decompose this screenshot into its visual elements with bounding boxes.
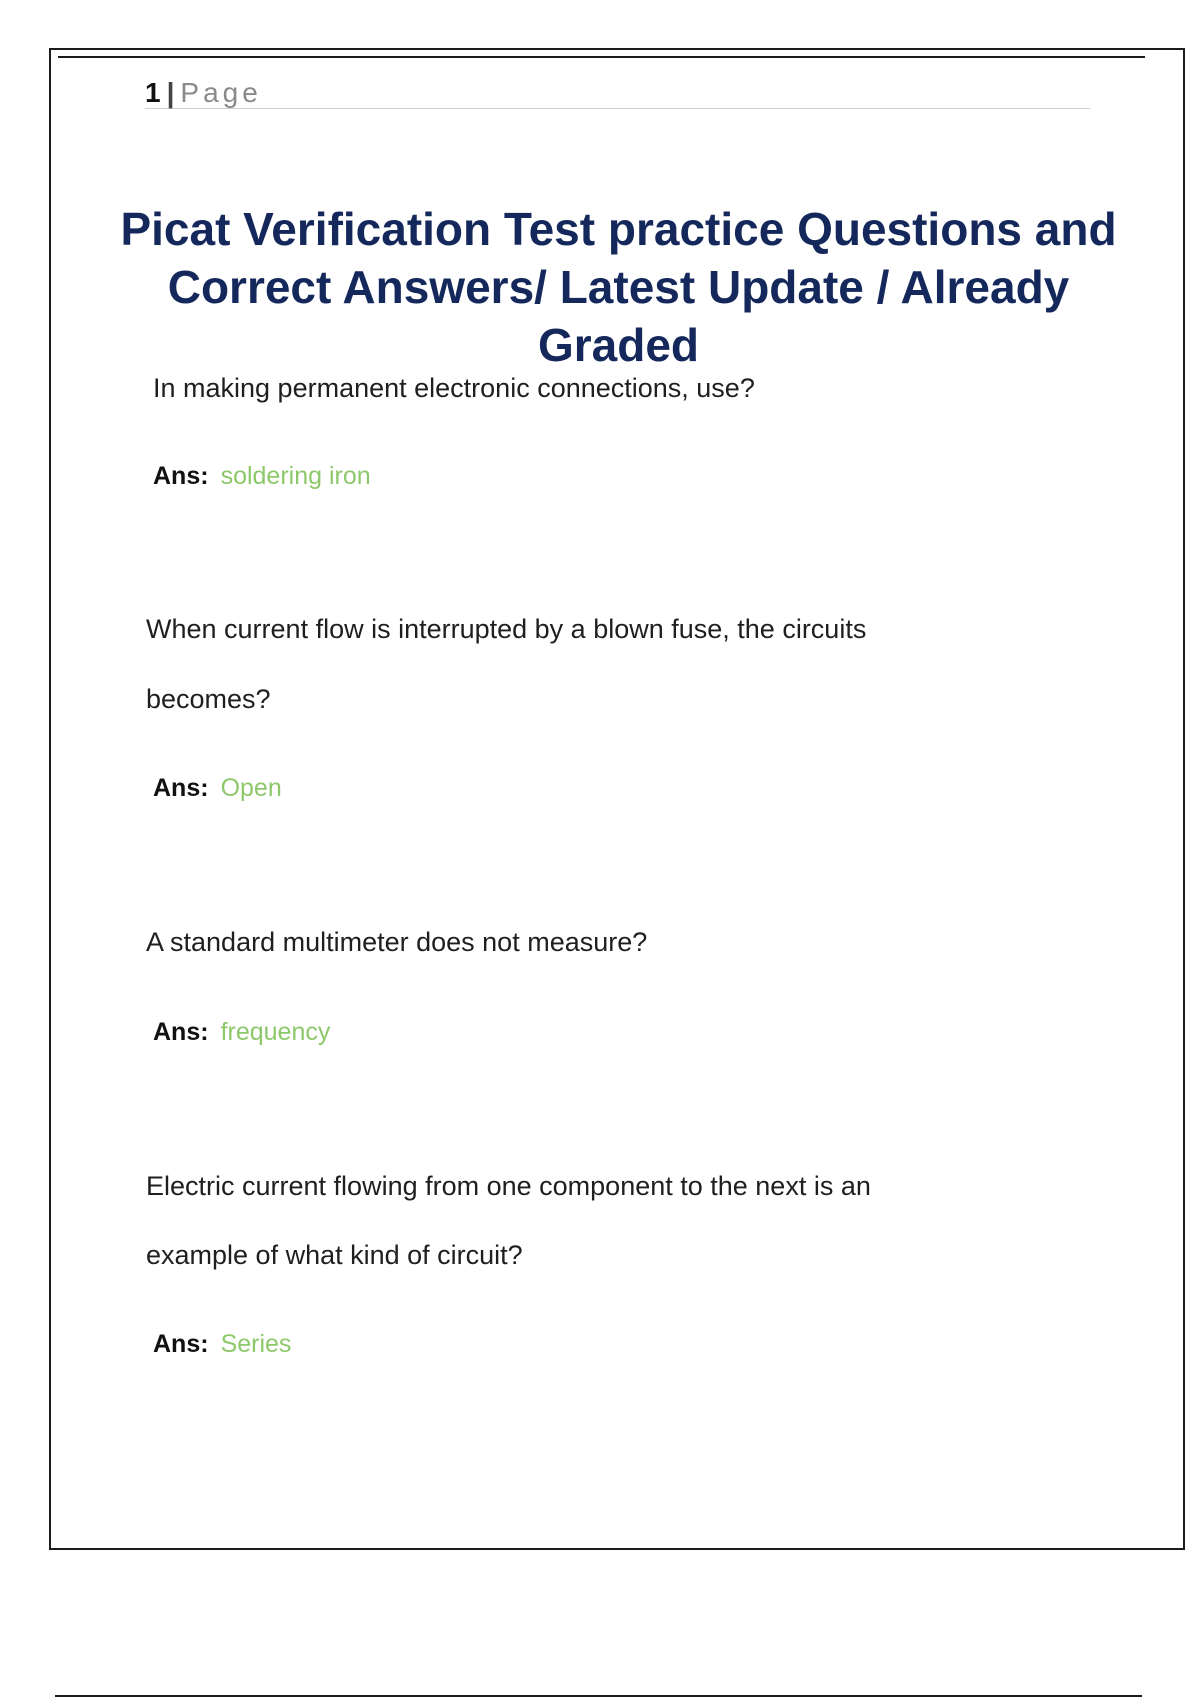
answer-label: Ans: xyxy=(153,774,209,802)
top-rule xyxy=(58,56,1145,58)
answer-label: Ans: xyxy=(153,1330,209,1358)
answer-2 xyxy=(153,774,282,803)
question-4-line-2: example of what kind of circuit? xyxy=(146,1240,523,1270)
answer-1 xyxy=(153,462,371,491)
question-1-line-1: In making permanent electronic connections, use? xyxy=(153,373,755,403)
page-frame xyxy=(49,48,1185,1550)
page-separator: | xyxy=(166,77,175,108)
answer-3-value: frequency xyxy=(220,1018,331,1046)
answer-3 xyxy=(153,1018,330,1047)
answer-4-value: Series xyxy=(220,1330,292,1358)
answer-2-value: Open xyxy=(220,774,282,802)
question-3-line-1: A standard multimeter does not measure? xyxy=(146,927,648,957)
page-header xyxy=(145,78,1090,109)
answer-4 xyxy=(153,1330,291,1359)
question-2-line-2: becomes? xyxy=(146,684,271,714)
document-title: Picat Verification Test practice Questions and Correct Answers/ Latest Update / Already Graded xyxy=(120,203,1117,371)
question-4-line-1: Electric current flowing from one component to the next is an xyxy=(146,1171,871,1201)
answer-label: Ans: xyxy=(153,1018,209,1046)
page-number: 1 xyxy=(145,77,161,108)
question-2-line-1: When current flow is interrupted by a blown fuse, the circuits xyxy=(146,614,867,644)
answer-1-value: soldering iron xyxy=(220,462,371,490)
page-word: Page xyxy=(180,77,262,108)
next-page-top-rule xyxy=(55,1695,1142,1697)
answer-label: Ans: xyxy=(153,462,209,490)
